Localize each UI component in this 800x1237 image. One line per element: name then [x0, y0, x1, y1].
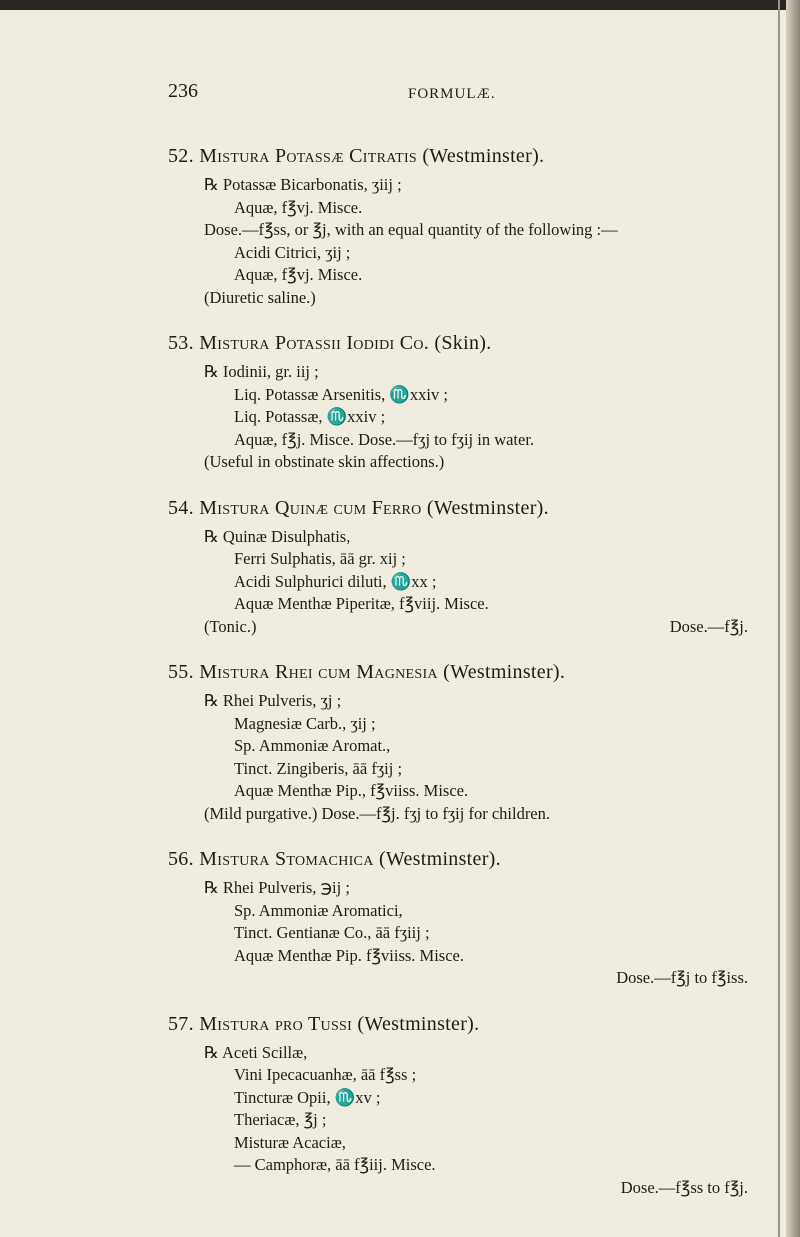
- page-edge-line: [778, 0, 780, 1237]
- note-line: (Diuretic saline.): [204, 287, 316, 307]
- ingredient-line: Theriacæ, ℥j ;: [234, 1110, 327, 1129]
- note-text: (Tonic.): [204, 616, 257, 636]
- formula-title: 52. Mistura Potassæ Citratis (Westminster).: [168, 145, 545, 167]
- ingredient-line: Sp. Ammoniæ Aromatici,: [234, 900, 403, 920]
- formula-title: 54. Mistura Quinæ cum Ferro (Westminster).: [168, 496, 549, 519]
- running-title: FORMULÆ.: [408, 86, 496, 102]
- ingredient-line: Aquæ, f℥vj. Misce.: [234, 265, 363, 284]
- formula-55: [168, 654, 748, 825]
- ingredient-line: ℞ Rhei Pulveris, ʒj ;: [204, 691, 342, 710]
- formula-57: [168, 1006, 748, 1200]
- formula-53: [168, 325, 748, 474]
- page-header: [168, 80, 728, 110]
- dose-line: Dose.—f℥ss to f℥j.: [620, 1177, 748, 1197]
- ingredient-line: ℞ Iodinii, gr. iij ;: [204, 362, 319, 381]
- ingredient-line: Magnesiæ Carb., ʒij ;: [234, 713, 376, 733]
- note-line: (Useful in obstinate skin affections.): [204, 452, 445, 471]
- ingredient-line: Aquæ, f℥j. Misce. Dose.—fʒj to fʒij in water.: [234, 429, 535, 449]
- ingredient-line: Misturæ Acaciæ,: [234, 1132, 346, 1152]
- ingredient-line: Liq. Potassæ, ♏xxiv ;: [234, 407, 386, 426]
- dose-text: Dose.—f℥j.: [669, 616, 748, 636]
- page-edge: [786, 0, 800, 1237]
- ingredient-line: Sp. Ammoniæ Aromat.,: [234, 736, 391, 755]
- formula-title: 56. Mistura Stomachica (Westminster).: [168, 848, 501, 870]
- ingredient-line: ℞ Potassæ Bicarbonatis, ʒiij ;: [204, 175, 402, 194]
- formula-title: 55. Mistura Rhei cum Magnesia (Westminster).: [168, 661, 566, 683]
- formula-54: [168, 490, 748, 639]
- ingredient-line: ℞ Quinæ Disulphatis,: [204, 526, 351, 546]
- formula-56: [168, 841, 748, 990]
- note-line: (Mild purgative.) Dose.—f℥j. fʒj to fʒij for children.: [204, 803, 551, 823]
- note-dose-line: [168, 616, 748, 639]
- page-number: 236: [168, 80, 198, 102]
- ingredient-line: — Camphoræ, āā f℥iij. Misce.: [234, 1155, 436, 1174]
- ingredient-line: Liq. Potassæ Arsenitis, ♏xxiv ;: [234, 384, 448, 404]
- ingredient-line: Vini Ipecacuanhæ, āā f℥ss ;: [234, 1065, 417, 1084]
- dose-line: Dose.—f℥ss, or ℥j, with an equal quantity of the following :—: [204, 220, 618, 239]
- ingredient-line: Acidi Citrici, ʒij ;: [234, 242, 351, 262]
- ingredient-line: Aquæ Menthæ Pip. f℥viiss. Misce.: [234, 945, 465, 965]
- dose-line: Dose.—f℥j to f℥iss.: [616, 968, 748, 987]
- ingredient-line: ℞ Rhei Pulveris, ℈ij ;: [204, 878, 350, 897]
- scan-top-border: [0, 0, 800, 10]
- ingredient-line: Acidi Sulphurici diluti, ♏xx ;: [234, 571, 437, 591]
- ingredient-line: Aquæ Menthæ Piperitæ, f℥viij. Misce.: [234, 594, 489, 613]
- formula-52: [168, 138, 748, 309]
- ingredient-line: Ferri Sulphatis, āā gr. xij ;: [234, 549, 406, 568]
- ingredient-line: Aquæ, f℥vj. Misce.: [234, 197, 363, 217]
- ingredient-line: Tinct. Gentianæ Co., āā fʒiij ;: [234, 923, 430, 942]
- formula-list: [168, 138, 748, 1199]
- formula-title: 53. Mistura Potassii Iodidi Co. (Skin).: [168, 332, 492, 354]
- ingredient-line: Tinct. Zingiberis, āā fʒij ;: [234, 758, 403, 778]
- ingredient-line: Aquæ Menthæ Pip., f℥viiss. Misce.: [234, 781, 469, 800]
- ingredient-line: ℞ Aceti Scillæ,: [204, 1042, 308, 1062]
- ingredient-line: Tincturæ Opii, ♏xv ;: [234, 1087, 381, 1107]
- formula-title: 57. Mistura pro Tussi (Westminster).: [168, 1012, 480, 1035]
